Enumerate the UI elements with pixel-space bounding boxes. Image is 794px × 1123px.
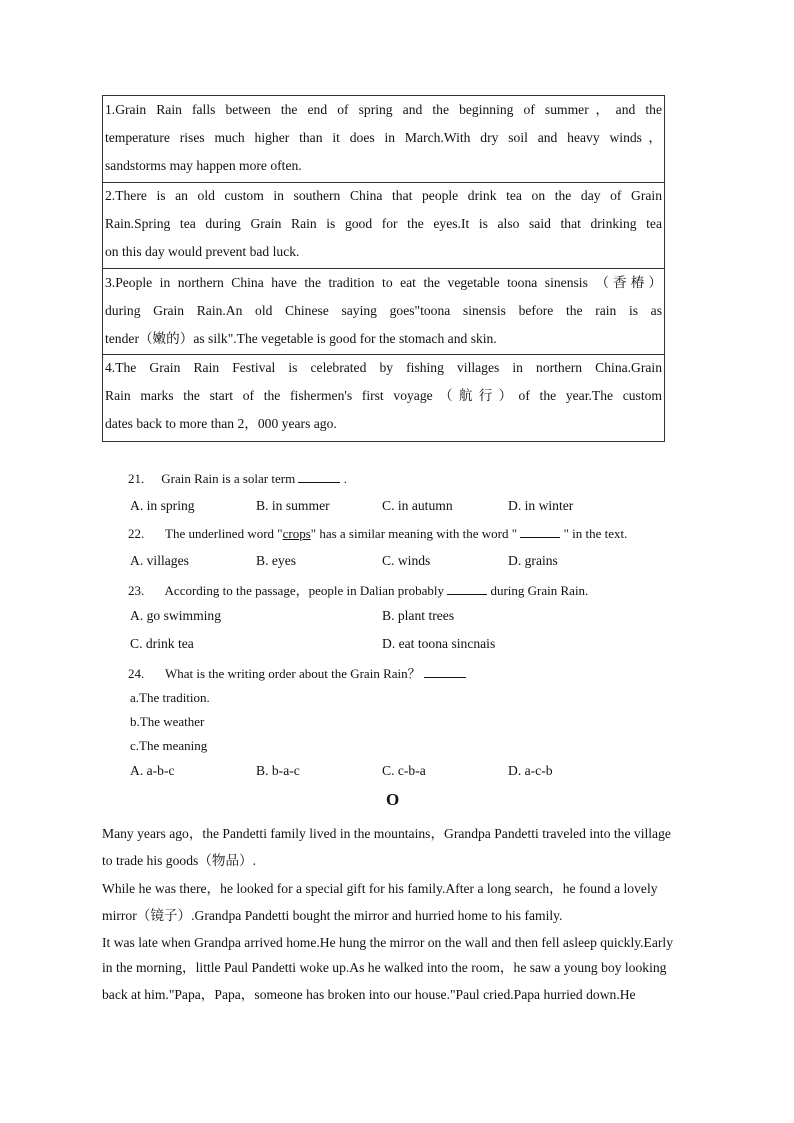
answer-blank [520,525,560,538]
option-d: D. in winter [508,498,574,513]
option-c: C. in autumn [382,498,453,513]
question-text: " has a similar meaning with the word " [310,526,518,541]
underlined-word: crops [282,526,311,541]
question-text: " in the text. [563,526,628,541]
option-d: D. a-c-b [508,763,553,778]
question-number: 22. [128,526,145,541]
question-number: 24. [128,666,145,681]
story-line: It was late when Grandpa arrived home.He hung the mirror on the wall and then fell asleep quickly.Early [102,935,673,950]
question-text: Grain Rain is a solar term [161,471,296,486]
story-line: back at him."Papa，Papa，someone has broken into our house."Paul cried.Papa hurried down.He [102,987,636,1002]
option-b: B. b-a-c [256,763,300,778]
option-c: C. c-b-a [382,763,426,778]
order-item: a.The tradition. [130,690,210,705]
question-number: 23. [128,583,145,598]
option-b: B. in summer [256,498,330,513]
passage-line: dates back to more than 2，000 years ago. [105,416,337,431]
question-number: 21. [128,471,145,486]
passage-line: 2.There is an old custom in southern China that people drink tea on the day of Grain [105,188,662,203]
passage-line: temperature rises much higher than it does in March.With dry soil and heavy winds， [105,130,662,145]
option-a: A. in spring [130,498,195,513]
passage-line: 1.Grain Rain falls between the end of spring and the beginning of summer，and the [105,102,662,117]
passage-cell-2 [102,182,665,269]
question-text: According to the passage，people in Dalian probably [164,583,444,598]
story-line: Many years ago，the Pandetti family lived in the mountains，Grandpa Pandetti traveled into the village [102,826,671,841]
option-b: B. eyes [256,553,297,568]
question-text: during Grain Rain. [490,583,589,598]
section-title: O [386,790,400,809]
answer-blank [447,582,487,595]
order-item: c.The meaning [130,738,208,753]
option-c: C. winds [382,553,431,568]
option-c: C. drink tea [130,636,194,651]
passage-line: Rain.Spring tea during Grain Rain is good for the eyes.It is also said that drinking tea [105,216,662,231]
option-d: D. grains [508,553,558,568]
passage-line: tender（嫩的）as silk".The vegetable is good for the stomach and skin. [105,331,497,346]
question-21 [128,470,347,487]
story-line: mirror（镜子）.Grandpa Pandetti bought the mirror and hurried home to his family. [102,908,563,923]
passage-cell-3 [102,268,665,355]
passage-line: Rain marks the start of the fishermen's first voyage（航行）of the year.The custom [105,388,662,403]
option-b: B. plant trees [382,608,455,623]
passage-line: sandstorms may happen more often. [105,158,302,173]
option-a: A. go swimming [130,608,222,623]
order-item: b.The weather [130,714,205,729]
question-text: The underlined word " [165,526,283,541]
story-line: in the morning，little Paul Pandetti woke up.As he walked into the room，he saw a young boy looking [102,960,667,975]
option-a: A. villages [130,553,189,568]
option-d: D. eat toona sincnais [382,636,496,651]
answer-blank [424,665,466,678]
story-line: While he was there，he looked for a special gift for his family.After a long search，he found a lovely [102,881,658,896]
question-23 [128,580,588,599]
passage-line: 4.The Grain Rain Festival is celebrated by fishing villages in northern China.Grain [105,360,662,375]
story-line: to trade his goods（物品）. [102,853,257,868]
passage-line: on this day would prevent bad luck. [105,244,300,259]
option-a: A. a-b-c [130,763,175,778]
question-end: . [343,471,347,486]
passage-cell-4 [102,354,665,442]
answer-blank [298,470,340,483]
question-22 [128,525,627,542]
question-text: What is the writing order about the Grain Rain？ [165,666,421,681]
question-24 [128,663,466,682]
passage-line: during Grain Rain.An old Chinese saying goes"toona sinensis before the rain is as [105,303,662,318]
passage-line: 3.People in northern China have the tradition to eat the vegetable toona sinensis （香椿） [105,275,662,290]
passage-cell-1 [102,95,665,183]
